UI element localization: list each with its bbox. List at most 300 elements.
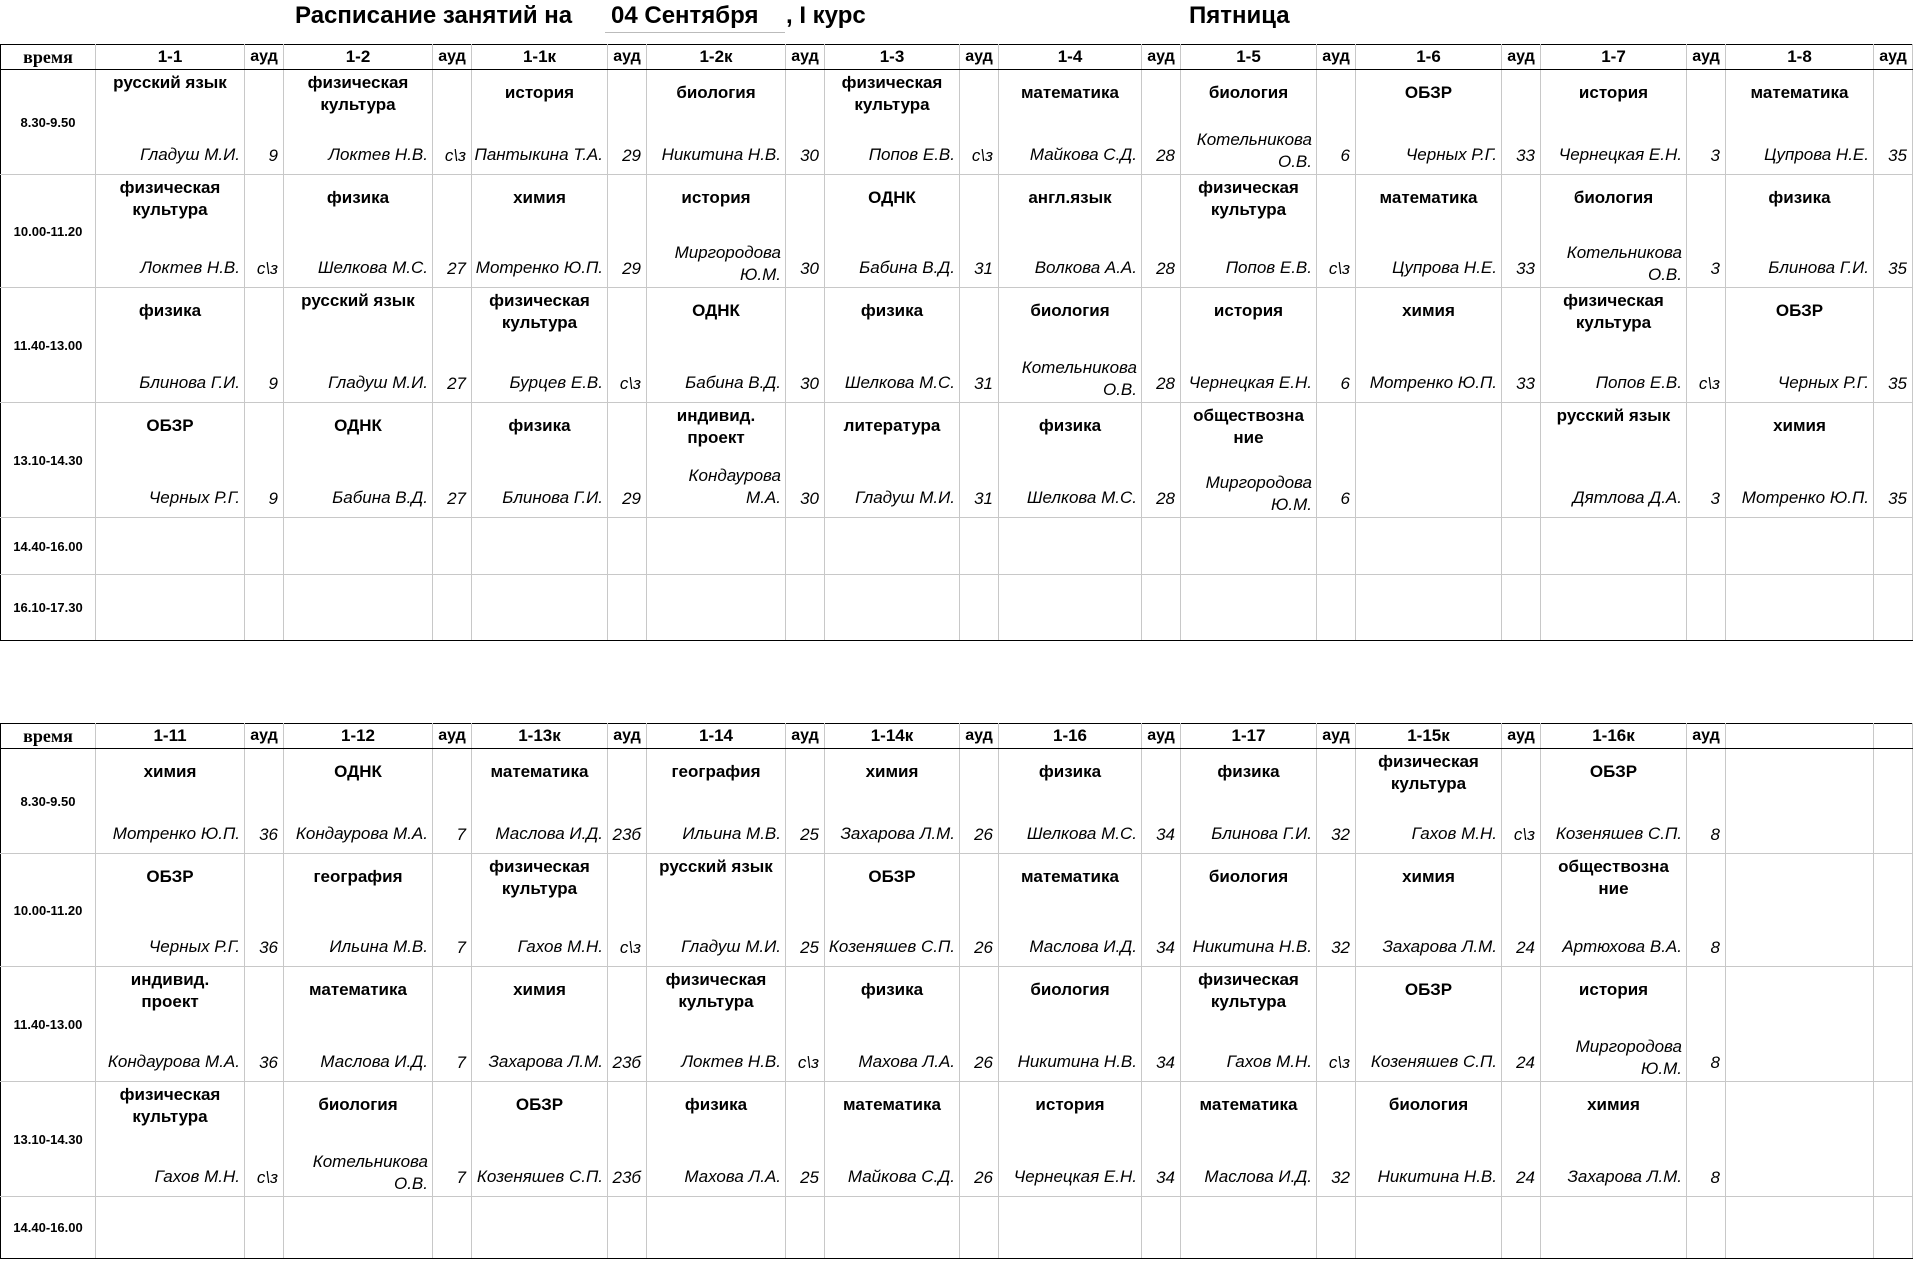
time-slot-row <box>1 518 1913 575</box>
room-number: 8 <box>1710 1053 1720 1072</box>
room-number: 9 <box>268 374 278 393</box>
subject-name: физика <box>326 188 390 207</box>
teacher-name: Попов Е.В. <box>1595 373 1682 392</box>
lesson-cell <box>825 288 960 403</box>
room-number: 27 <box>447 374 466 393</box>
room-column-header: ауд <box>1142 45 1181 70</box>
lesson-cell <box>472 967 608 1082</box>
room-cell <box>1687 175 1726 288</box>
subject-name: русский язык <box>659 857 773 876</box>
room-column-header <box>1874 724 1913 749</box>
room-cell <box>1502 967 1541 1082</box>
teacher-name: Козеняшев С.П. <box>828 937 955 956</box>
room-cell <box>433 175 472 288</box>
teacher-name: Локтев Н.В. <box>681 1052 781 1071</box>
room-column-header: ауд <box>245 724 284 749</box>
room-cell <box>1142 288 1181 403</box>
lesson-cell <box>472 1197 608 1259</box>
lesson-cell <box>1541 70 1687 175</box>
time-slot-row <box>1 175 1913 288</box>
lesson-cell <box>96 575 245 641</box>
group-header: 1-5 <box>1181 45 1317 70</box>
subject-name: история <box>504 83 575 102</box>
subject-name: русский язык <box>113 73 227 92</box>
teacher-name: Мотренко Ю.П. <box>1741 488 1869 507</box>
time-slot-row <box>1 967 1913 1082</box>
lesson-cell <box>1726 70 1874 175</box>
subject-name: обществозна ние <box>1193 406 1304 447</box>
room-cell <box>1874 854 1913 967</box>
subject-name: математика <box>490 762 589 781</box>
room-column-header: ауд <box>1502 45 1541 70</box>
subject-name: физическая культура <box>1198 970 1299 1011</box>
room-cell <box>433 1197 472 1259</box>
lesson-cell <box>472 749 608 854</box>
room-cell <box>1502 1082 1541 1197</box>
lesson-cell <box>284 575 433 641</box>
room-cell <box>608 288 647 403</box>
subject-name: ОБЗР <box>1589 762 1638 781</box>
title-date: 04 Сентября <box>611 2 759 29</box>
teacher-name: Цупрова Н.Е. <box>1764 145 1869 164</box>
lesson-cell <box>999 1082 1142 1197</box>
schedule-table-2 <box>0 723 1913 1259</box>
room-cell <box>786 518 825 575</box>
lesson-cell <box>1726 288 1874 403</box>
room-cell <box>608 854 647 967</box>
room-cell <box>245 403 284 518</box>
subject-name: химия <box>513 188 566 207</box>
lesson-cell <box>999 403 1142 518</box>
room-number: 24 <box>1516 938 1535 957</box>
room-cell <box>1502 1197 1541 1259</box>
lesson-cell <box>96 1082 245 1197</box>
time-slot: 13.10-14.30 <box>1 1082 96 1197</box>
subject-name: ОДНК <box>334 762 382 781</box>
room-cell <box>786 1082 825 1197</box>
lesson-cell <box>1541 575 1687 641</box>
room-number: с\з <box>256 259 278 278</box>
room-number: 8 <box>1710 825 1720 844</box>
teacher-name: Волкова А.А. <box>1034 258 1137 277</box>
room-cell <box>1502 749 1541 854</box>
time-slot-row <box>1 1082 1913 1197</box>
room-cell <box>1874 70 1913 175</box>
teacher-name: Никитина Н.В. <box>1017 1052 1137 1071</box>
room-column-header: ауд <box>960 45 999 70</box>
lesson-cell <box>647 518 786 575</box>
room-number: 30 <box>800 489 819 508</box>
room-cell <box>1142 854 1181 967</box>
room-number: с\з <box>444 146 466 165</box>
lesson-cell <box>1181 967 1317 1082</box>
room-cell <box>433 1082 472 1197</box>
room-cell <box>786 749 825 854</box>
lesson-cell <box>1356 854 1502 967</box>
room-number: 30 <box>800 146 819 165</box>
room-cell <box>245 70 284 175</box>
room-number: 28 <box>1156 259 1175 278</box>
group-header: 1-2к <box>647 45 786 70</box>
subject-name: физика <box>138 301 202 320</box>
subject-name: физика <box>1768 188 1831 207</box>
room-column-header: ауд <box>1687 724 1726 749</box>
lesson-cell <box>96 518 245 575</box>
group-header: 1-1к <box>472 45 608 70</box>
teacher-name: Блинова Г.И. <box>139 373 240 392</box>
subject-name: биология <box>1208 83 1289 102</box>
teacher-name: Попов Е.В. <box>868 145 955 164</box>
lesson-cell <box>825 575 960 641</box>
subject-name: химия <box>1402 867 1455 886</box>
room-cell <box>960 575 999 641</box>
lesson-cell <box>472 518 608 575</box>
lesson-cell <box>284 403 433 518</box>
room-cell <box>1874 518 1913 575</box>
subject-name: физика <box>508 416 571 435</box>
room-number: 34 <box>1156 938 1175 957</box>
room-column-header: ауд <box>786 724 825 749</box>
room-cell <box>1142 1082 1181 1197</box>
lesson-cell <box>284 1197 433 1259</box>
group-header: 1-3 <box>825 45 960 70</box>
teacher-name: Никитина Н.В. <box>661 145 781 164</box>
room-number: с\з <box>1328 1053 1350 1072</box>
teacher-name: Захарова Л.М. <box>488 1052 603 1071</box>
room-cell <box>1142 749 1181 854</box>
lesson-cell <box>647 854 786 967</box>
subject-name: обществозна ние <box>1558 857 1669 898</box>
teacher-name: Бабина В.Д. <box>685 373 781 392</box>
room-cell <box>608 749 647 854</box>
room-cell <box>608 403 647 518</box>
room-number: 8 <box>1710 938 1720 957</box>
room-number: 7 <box>456 938 466 957</box>
lesson-cell <box>96 70 245 175</box>
lesson-cell <box>1541 1082 1687 1197</box>
lesson-cell <box>1181 70 1317 175</box>
room-number: 3 <box>1710 259 1720 278</box>
lesson-cell <box>96 403 245 518</box>
room-cell <box>786 288 825 403</box>
subject-name: русский язык <box>1556 406 1671 425</box>
subject-name: биология <box>1030 301 1110 320</box>
lesson-cell <box>472 288 608 403</box>
subject-name: литература <box>843 416 941 435</box>
room-cell <box>245 1197 284 1259</box>
lesson-cell <box>1356 403 1502 518</box>
teacher-name: Котельникова О.В. <box>1196 130 1312 171</box>
lesson-cell <box>1726 518 1874 575</box>
time-slot-row <box>1 403 1913 518</box>
teacher-name: Захарова Л.М. <box>1567 1167 1682 1186</box>
lesson-cell <box>96 967 245 1082</box>
subject-name: история <box>1213 301 1284 320</box>
lesson-cell <box>647 70 786 175</box>
room-cell <box>433 403 472 518</box>
room-cell <box>1317 854 1356 967</box>
room-number: 35 <box>1888 146 1907 165</box>
room-number: 34 <box>1156 1168 1175 1187</box>
lesson-cell <box>472 1082 608 1197</box>
lesson-cell <box>1541 288 1687 403</box>
room-cell <box>1317 518 1356 575</box>
room-cell <box>1142 403 1181 518</box>
lesson-cell <box>999 518 1142 575</box>
room-cell <box>1142 967 1181 1082</box>
teacher-name: Миргородова Ю.М. <box>674 243 781 284</box>
lesson-cell <box>1181 854 1317 967</box>
room-cell <box>1687 70 1726 175</box>
room-cell <box>786 854 825 967</box>
teacher-name: Маслова И.Д. <box>320 1052 428 1071</box>
room-cell <box>608 175 647 288</box>
subject-name: физическая культура <box>119 1085 221 1126</box>
room-cell <box>433 518 472 575</box>
title-weekday: Пятница <box>1189 2 1290 29</box>
lesson-cell <box>1356 749 1502 854</box>
teacher-name: Захарова Л.М. <box>840 824 955 843</box>
room-number: 35 <box>1888 259 1907 278</box>
lesson-cell <box>999 1197 1142 1259</box>
teacher-name: Шелкова М.С. <box>844 373 955 392</box>
room-cell <box>960 749 999 854</box>
subject-name: география <box>313 867 403 886</box>
room-number: 25 <box>800 825 819 844</box>
subject-name: математика <box>1021 867 1119 886</box>
room-number: 28 <box>1156 146 1175 165</box>
group-header: 1-15к <box>1356 724 1502 749</box>
teacher-name: Дятлова Д.А. <box>1572 488 1682 507</box>
teacher-name: Махова Л.А. <box>684 1167 781 1186</box>
subject-name: ОБЗР <box>1404 83 1453 102</box>
lesson-cell <box>1726 1197 1874 1259</box>
lesson-cell <box>1541 1197 1687 1259</box>
room-cell <box>1142 1197 1181 1259</box>
room-number: 24 <box>1516 1053 1535 1072</box>
room-cell <box>245 854 284 967</box>
lesson-cell <box>284 854 433 967</box>
teacher-name: Никитина Н.В. <box>1192 937 1312 956</box>
teacher-name: Шелкова М.С. <box>1026 824 1137 843</box>
room-cell <box>245 749 284 854</box>
room-cell <box>1687 575 1726 641</box>
teacher-name: Миргородова Ю.М. <box>1205 473 1312 514</box>
room-cell <box>608 575 647 641</box>
subject-name: индивид. проект <box>130 970 210 1011</box>
room-cell <box>1502 288 1541 403</box>
room-cell <box>1687 1197 1726 1259</box>
room-column-header: ауд <box>433 724 472 749</box>
teacher-name: Маслова И.Д. <box>1204 1167 1312 1186</box>
teacher-name: Махова Л.А. <box>858 1052 955 1071</box>
group-header: 1-8 <box>1726 45 1874 70</box>
time-slot-row <box>1 70 1913 175</box>
subject-name: физическая культура <box>665 970 767 1011</box>
room-cell <box>1142 70 1181 175</box>
teacher-name: Миргородова Ю.М. <box>1575 1037 1682 1078</box>
room-cell <box>786 175 825 288</box>
room-number: 35 <box>1888 489 1907 508</box>
room-cell <box>433 575 472 641</box>
room-cell <box>245 1082 284 1197</box>
teacher-name: Мотренко Ю.П. <box>475 258 603 277</box>
room-number: 30 <box>800 259 819 278</box>
subject-name: физика <box>860 301 924 320</box>
lesson-cell <box>1541 403 1687 518</box>
room-cell <box>786 575 825 641</box>
room-cell <box>960 854 999 967</box>
room-cell <box>960 1082 999 1197</box>
room-cell <box>1502 175 1541 288</box>
time-column-header: время <box>1 45 96 70</box>
lesson-cell <box>1726 854 1874 967</box>
subject-name: физическая культура <box>489 857 590 898</box>
room-cell <box>1317 1082 1356 1197</box>
room-cell <box>960 288 999 403</box>
teacher-name: Артюхова В.А. <box>1562 937 1682 956</box>
subject-name: биология <box>1030 980 1110 999</box>
subject-name: история <box>1578 980 1649 999</box>
lesson-cell <box>999 70 1142 175</box>
subject-name: химия <box>143 762 197 781</box>
room-cell <box>1687 1082 1726 1197</box>
room-number: 28 <box>1156 374 1175 393</box>
room-number: 6 <box>1340 489 1350 508</box>
teacher-name: Козеняшев С.П. <box>1555 824 1682 843</box>
time-slot: 10.00-11.20 <box>1 854 96 967</box>
time-slot: 10.00-11.20 <box>1 175 96 288</box>
room-number: 7 <box>456 1168 466 1187</box>
subject-name: математика <box>1199 1095 1298 1114</box>
lesson-cell <box>472 403 608 518</box>
subject-name: ОДНК <box>334 416 382 435</box>
teacher-name: Черных Р.Г. <box>148 488 240 507</box>
subject-name: физика <box>860 980 924 999</box>
room-cell <box>1142 175 1181 288</box>
room-number: 29 <box>622 146 641 165</box>
room-cell <box>1317 403 1356 518</box>
group-header <box>1726 724 1874 749</box>
teacher-name: Козеняшев С.П. <box>1370 1052 1497 1071</box>
lesson-cell <box>96 1197 245 1259</box>
room-cell <box>1687 518 1726 575</box>
room-number: 25 <box>800 938 819 957</box>
room-cell <box>960 1197 999 1259</box>
lesson-cell <box>1356 288 1502 403</box>
subject-name: физика <box>1038 416 1102 435</box>
group-header: 1-1 <box>96 45 245 70</box>
lesson-cell <box>472 70 608 175</box>
lesson-cell <box>825 854 960 967</box>
lesson-cell <box>1356 967 1502 1082</box>
room-number: с\з <box>619 374 641 393</box>
subject-name: русский язык <box>301 291 415 310</box>
group-header: 1-14к <box>825 724 960 749</box>
teacher-name: Локтев Н.В. <box>328 145 428 164</box>
time-slot: 8.30-9.50 <box>1 70 96 175</box>
teacher-name: Чернецкая Е.Н. <box>1013 1167 1137 1186</box>
lesson-cell <box>999 175 1142 288</box>
room-number: 23б <box>612 1053 641 1072</box>
room-number: с\з <box>797 1053 819 1072</box>
room-cell <box>1317 967 1356 1082</box>
time-slot: 11.40-13.00 <box>1 288 96 403</box>
lesson-cell <box>647 749 786 854</box>
room-cell <box>1317 175 1356 288</box>
teacher-name: Бурцев Е.В. <box>509 373 603 392</box>
room-column-header: ауд <box>1502 724 1541 749</box>
teacher-name: Захарова Л.М. <box>1382 937 1497 956</box>
subject-name: биология <box>1208 867 1289 886</box>
lesson-cell <box>999 854 1142 967</box>
lesson-cell <box>284 518 433 575</box>
room-cell <box>1317 1197 1356 1259</box>
room-cell <box>245 175 284 288</box>
subject-name: ОБЗР <box>1775 301 1824 320</box>
group-header: 1-16 <box>999 724 1142 749</box>
teacher-name: Пантыкина Т.А. <box>474 145 603 164</box>
room-column-header: ауд <box>1317 45 1356 70</box>
room-number: 7 <box>456 825 466 844</box>
subject-name: история <box>1035 1095 1105 1114</box>
lesson-cell <box>825 70 960 175</box>
date-underline <box>605 32 785 33</box>
lesson-cell <box>96 749 245 854</box>
time-slot: 14.40-16.00 <box>1 518 96 575</box>
room-column-header: ауд <box>1142 724 1181 749</box>
lesson-cell <box>472 175 608 288</box>
room-number: 32 <box>1331 1168 1350 1187</box>
lesson-cell <box>1181 1082 1317 1197</box>
lesson-cell <box>96 175 245 288</box>
room-number: с\з <box>619 938 641 957</box>
lesson-cell <box>1356 1082 1502 1197</box>
room-number: 28 <box>1156 489 1175 508</box>
teacher-name: Черных Р.Г. <box>148 937 240 956</box>
teacher-name: Черных Р.Г. <box>1777 373 1869 392</box>
subject-name: физическая культура <box>841 73 943 114</box>
room-number: 3 <box>1710 489 1720 508</box>
subject-name: история <box>1578 83 1649 102</box>
room-number: 35 <box>1888 374 1907 393</box>
schedule-title <box>0 0 1920 36</box>
group-header: 1-14 <box>647 724 786 749</box>
teacher-name: Локтев Н.В. <box>140 258 240 277</box>
room-number: 9 <box>268 489 278 508</box>
lesson-cell <box>825 175 960 288</box>
lesson-cell <box>1726 1082 1874 1197</box>
teacher-name: Кондаурова М.А. <box>688 466 781 507</box>
time-slot: 8.30-9.50 <box>1 749 96 854</box>
room-number: 6 <box>1340 146 1350 165</box>
lesson-cell <box>1181 175 1317 288</box>
room-number: с\з <box>256 1168 278 1187</box>
room-number: 36 <box>259 1053 278 1072</box>
room-number: 23б <box>612 825 641 844</box>
subject-name: биология <box>1573 188 1654 207</box>
lesson-cell <box>825 518 960 575</box>
room-number: 33 <box>1516 374 1535 393</box>
room-number: 27 <box>447 259 466 278</box>
subject-name: ОДНК <box>692 301 740 320</box>
lesson-cell <box>1181 749 1317 854</box>
time-slot: 11.40-13.00 <box>1 967 96 1082</box>
room-cell <box>1502 403 1541 518</box>
lesson-cell <box>1541 518 1687 575</box>
teacher-name: Котельникова О.В. <box>312 1152 428 1193</box>
teacher-name: Мотренко Ю.П. <box>112 824 240 843</box>
